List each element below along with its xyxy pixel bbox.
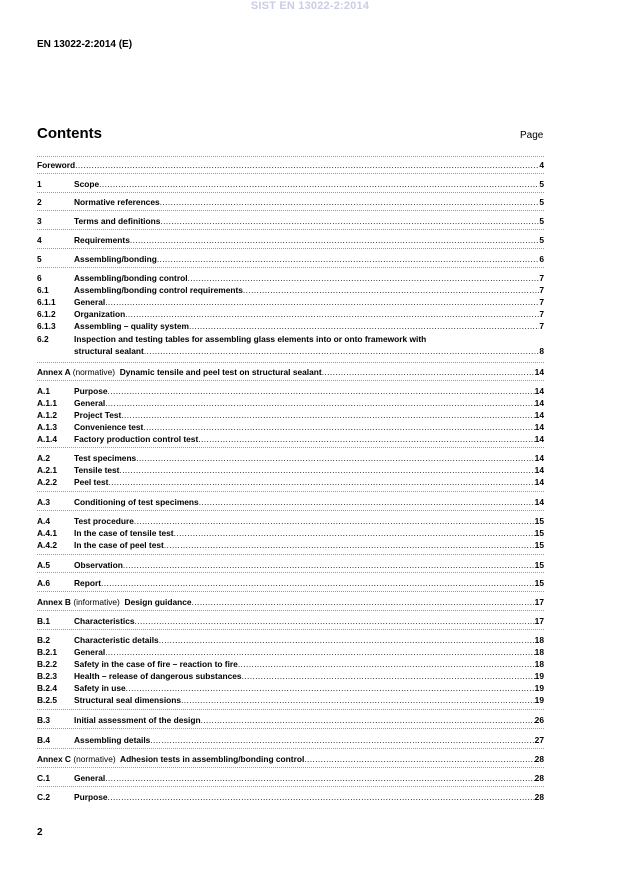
toc-entry-a-5[interactable]: A.5 Observation ..... 15: [37, 559, 544, 571]
toc-entry-annex-c[interactable]: Annex C (normative) Adhesion tests in assembling/bonding control ..... 28: [37, 753, 544, 765]
toc-entry-a-3[interactable]: A.3 Conditioning of test specimens ..... 14: [37, 496, 544, 508]
page-column-label: Page: [520, 130, 544, 141]
watermark: SIST EN 13022-2:2014: [250, 0, 370, 12]
toc-entry-c-1[interactable]: C.1 General ..... 28: [37, 772, 544, 784]
toc-entry-5[interactable]: 5 Assembling/bonding ..... 6: [37, 253, 544, 265]
toc-entry-6[interactable]: 6 Assembling/bonding control ..... 7: [37, 272, 544, 284]
toc-entry-6-1[interactable]: 6.1 Assembling/bonding control requirements ..... 7: [37, 284, 544, 296]
toc-entry-a-4-2[interactable]: A.4.2 In the case of peel test ..... 15: [37, 539, 544, 551]
toc-entry-b-2-1[interactable]: B.2.1 General ..... 18: [37, 646, 544, 658]
toc-entry-3[interactable]: 3 Terms and definitions ..... 5: [37, 215, 544, 227]
toc-entry-b-3[interactable]: B.3 Initial assessment of the design ..... 26: [37, 714, 544, 726]
toc-entry-b-4[interactable]: B.4 Assembling details ..... 27: [37, 734, 544, 746]
toc-entry-b-2-4[interactable]: B.2.4 Safety in use ..... 19: [37, 682, 544, 694]
toc-entry-a-2[interactable]: A.2 Test specimens ..... 14: [37, 452, 544, 464]
toc-entry-a-4[interactable]: A.4 Test procedure ..... 15: [37, 515, 544, 527]
toc-entry-b-2-3[interactable]: B.2.3 Health – release of dangerous substances ..... 19: [37, 670, 544, 682]
contents-title: Contents: [37, 125, 102, 142]
toc-entry-a-2-2[interactable]: A.2.2 Peel test ..... 14: [37, 476, 544, 488]
toc-entry-a-1-4[interactable]: A.1.4 Factory production control test ..... 14: [37, 433, 544, 445]
page-number: 2: [37, 827, 43, 838]
toc-entry-b-2-2[interactable]: B.2.2 Safety in the case of fire – reaction to fire ..... 18: [37, 658, 544, 670]
toc-entry-c-2[interactable]: C.2 Purpose ..... 28: [37, 791, 544, 803]
toc-entry-2[interactable]: 2 Normative references ..... 5: [37, 196, 544, 208]
toc-entry-6-1-3[interactable]: 6.1.3 Assembling – quality system ..... 7: [37, 320, 544, 332]
toc-entry-6-2[interactable]: 6.2 Inspection and testing tables for assembling glass elements into or onto framework with structural sealant ..... 8: [37, 333, 544, 357]
toc-entry-a-1-1[interactable]: A.1.1 General ..... 14: [37, 397, 544, 409]
toc-entry-a-4-1[interactable]: A.4.1 In the case of tensile test ..... 15: [37, 527, 544, 539]
toc-entry-a-2-1[interactable]: A.2.1 Tensile test ..... 14: [37, 464, 544, 476]
toc-entry-a-1-3[interactable]: A.1.3 Convenience test ..... 14: [37, 421, 544, 433]
toc-entry-6-1-1[interactable]: 6.1.1 General ..... 7: [37, 296, 544, 308]
toc-entry-6-1-2[interactable]: 6.1.2 Organization ..... 7: [37, 308, 544, 320]
toc-entry-b-2[interactable]: B.2 Characteristic details ..... 18: [37, 634, 544, 646]
toc-entry-annex-a[interactable]: Annex A (normative) Dynamic tensile and peel test on structural sealant ..... 14: [37, 366, 544, 378]
toc-entry-a-1-2[interactable]: A.1.2 Project Test ..... 14: [37, 409, 544, 421]
toc-entry-a-6[interactable]: A.6 Report ..... 15: [37, 577, 544, 589]
document-id: EN 13022-2:2014 (E): [37, 39, 133, 50]
toc-entry-a-1[interactable]: A.1 Purpose ..... 14: [37, 385, 544, 397]
toc-entry-4[interactable]: 4 Requirements ..... 5: [37, 234, 544, 246]
toc-entry-annex-b[interactable]: Annex B (informative) Design guidance ..... 17: [37, 596, 544, 608]
toc-entry-b-2-5[interactable]: B.2.5 Structural seal dimensions ..... 19: [37, 694, 544, 706]
toc-entry-foreword[interactable]: Foreword ..... 4: [37, 159, 544, 171]
toc-entry-b-1[interactable]: B.1 Characteristics ..... 17: [37, 615, 544, 627]
toc-entry-1[interactable]: 1 Scope ..... 5: [37, 178, 544, 190]
